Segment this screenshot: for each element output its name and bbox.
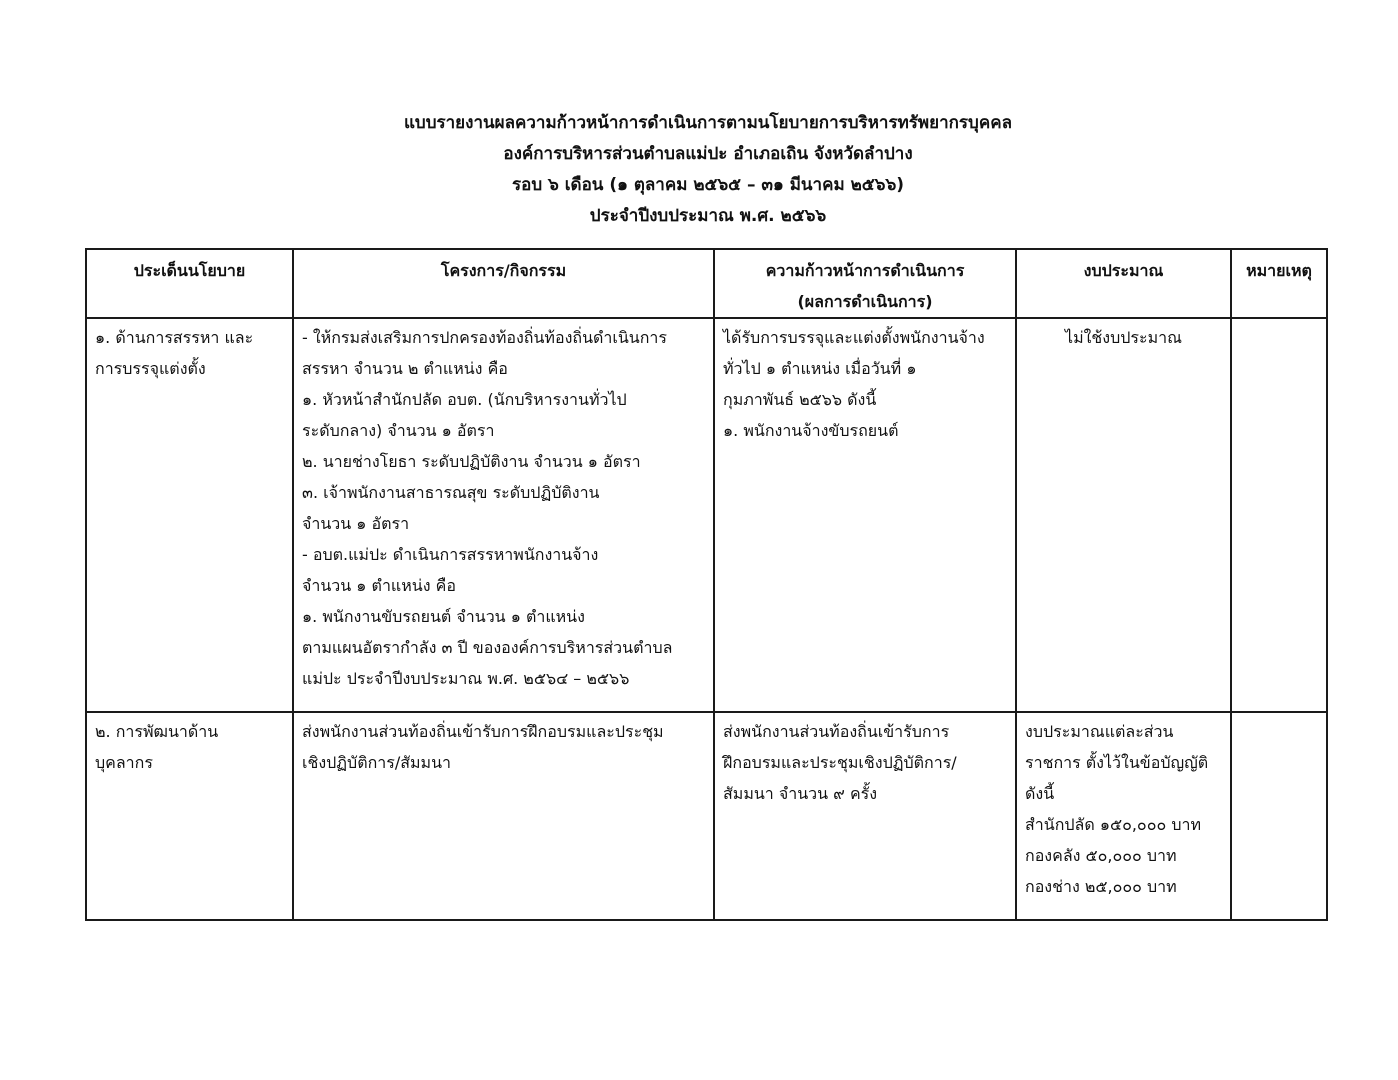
heading-line-3: รอบ ๖ เดือน (๑ ตุลาคม ๒๕๖๕ – ๓๑ มีนาคม ๒๕๖๖) <box>511 175 905 195</box>
budget-cell: งบประมาณแต่ละส่วน ราชการ ตั้งไว้ในข้อบัญญัติ ดังนี้ สำนักปลัด ๑๕๐,๐๐๐ บาท กองคลัง ๕๐,๐๐๐ บาท กองช่าง ๒๕,๐๐๐ บาท <box>1016 712 1231 920</box>
project-cell: - ให้กรมส่งเสริมการปกครองท้องถิ่นท้องถิ่นดำเนินการ สรรหา จำนวน ๒ ตำแหน่ง คือ ๑. หัวหน้าสำนักปลัด อบต. (นักบริหารงานทั่วไป ระดับกลาง) จำนวน ๑ อัตรา ๒. นายช่างโยธา ระดับปฏิบัติงาน จำนวน ๑ อัตรา ๓. เจ้าพนักงานสาธารณสุข ระดับปฏิบัติงาน จำนวน ๑ อัตรา - อบต.แม่ปะ ดำเนินการสรรหาพนักงานจ้าง จำนวน ๑ ตำแหน่ง คือ ๑. พนักงานขับรถยนต์ จำนวน ๑ ตำแหน่ง ตามแผนอัตรากำลัง ๓ ปี ขององค์การบริหารส่วนตำบล แม่ปะ ประจำปีงบประมาณ พ.ศ. ๒๕๖๔ – ๒๕๖๖ <box>293 318 714 712</box>
heading-line-1: แบบรายงานผลความก้าวหน้าการดำเนินการตามนโยบายการบริหารทรัพยากรบุคคล <box>403 113 1013 133</box>
progress-cell: ได้รับการบรรจุและแต่งตั้งพนักงานจ้าง ทั่วไป ๑ ตำแหน่ง เมื่อวันที่ ๑ กุมภาพันธ์ ๒๕๖๖ ดังนี้ ๑. พนักงานจ้างขับรถยนต์ <box>714 318 1016 712</box>
header-progress: ความก้าวหน้าการดำเนินการ (ผลการดำเนินการ) <box>714 249 1016 318</box>
policy-cell: ๑. ด้านการสรรหา และ การบรรจุแต่งตั้ง <box>86 318 293 712</box>
progress-cell: ส่งพนักงานส่วนท้องถิ่นเข้ารับการ ฝึกอบรมและประชุมเชิงปฏิบัติการ/ สัมมนา จำนวน ๙ ครั้ง <box>714 712 1016 920</box>
policy-cell: ๒. การพัฒนาด้าน บุคลากร <box>86 712 293 920</box>
remark-cell <box>1231 318 1327 712</box>
heading-line-2: องค์การบริหารส่วนตำบลแม่ปะ อำเภอเถิน จังหวัดลำปาง <box>503 144 913 164</box>
table-header-row <box>86 249 1327 318</box>
budget-cell: ไม่ใช้งบประมาณ <box>1016 318 1231 712</box>
header-remark: หมายเหตุ <box>1231 249 1327 318</box>
project-cell: ส่งพนักงานส่วนท้องถิ่นเข้ารับการฝึกอบรมและประชุม เชิงปฏิบัติการ/สัมมนา <box>293 712 714 920</box>
report-heading <box>0 108 1398 232</box>
header-policy: ประเด็นนโยบาย <box>86 249 293 318</box>
header-budget: งบประมาณ <box>1016 249 1231 318</box>
header-project: โครงการ/กิจกรรม <box>293 249 714 318</box>
remark-cell <box>1231 712 1327 920</box>
progress-report-table <box>85 248 1328 921</box>
table-row <box>86 712 1327 920</box>
table-row <box>86 318 1327 712</box>
heading-line-4: ประจำปีงบประมาณ พ.ศ. ๒๕๖๖ <box>589 206 827 226</box>
